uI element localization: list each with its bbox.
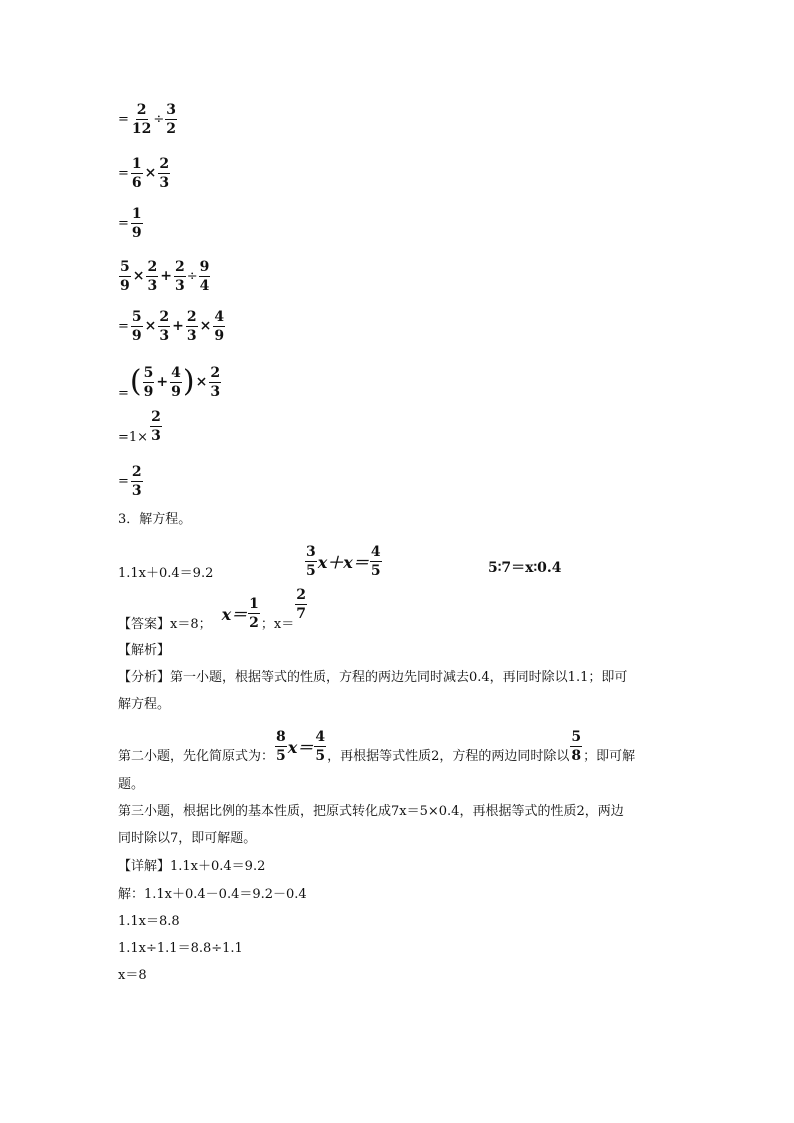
numerator: 5 (571, 728, 582, 745)
operator: + (172, 318, 184, 334)
fraction (131, 207, 143, 240)
denominator: 5 (306, 562, 316, 579)
analysis-line-1: 【分析】第一小题，根据等式的性质，方程的两边先同时减去0.4，再同时除以1.1；即可 (118, 670, 628, 685)
numerator: 1 (131, 155, 142, 172)
equation-2 (304, 536, 383, 586)
denominator: 8 (571, 747, 582, 764)
numerator: 5 (143, 364, 154, 381)
fraction (209, 366, 221, 399)
fraction (314, 730, 326, 763)
numerator: 4 (315, 728, 326, 745)
fraction (275, 730, 287, 763)
numerator: 2 (159, 308, 170, 325)
fraction (146, 260, 158, 293)
fraction (131, 103, 152, 136)
second-suffix: ；即可解 (583, 749, 636, 764)
fraction (199, 260, 211, 293)
denominator: 3 (131, 482, 142, 499)
numerator: 4 (214, 308, 225, 325)
second-mid: x＝ (287, 737, 314, 757)
fraction (150, 410, 162, 443)
numerator: 2 (136, 101, 147, 118)
calc-step-6 (118, 355, 222, 409)
calc-step-8 (118, 458, 144, 504)
answer-line (118, 588, 308, 638)
denominator: 9 (143, 383, 154, 400)
fraction (158, 310, 170, 343)
denominator: 12 (131, 120, 152, 137)
detail-line-3: 1.1x÷1.1＝8.8÷1.1 (118, 941, 243, 956)
numerator: 1 (249, 595, 259, 612)
operator: × (199, 318, 212, 334)
analysis-label: 【解析】 (118, 643, 171, 658)
fraction (248, 597, 260, 630)
equation-1: 1.1x＋0.4＝9.2 (118, 566, 214, 581)
calc-step-7 (118, 410, 163, 450)
fraction (165, 103, 177, 136)
fraction (370, 545, 382, 578)
fraction (158, 157, 170, 190)
numerator: 2 (210, 364, 221, 381)
denominator: 5 (276, 747, 286, 764)
analysis-line-2: 解方程。 (118, 697, 171, 712)
operator: + (160, 268, 172, 284)
numerator: 2 (151, 409, 161, 425)
operator: × (195, 374, 208, 390)
fraction (119, 260, 131, 293)
operator: ÷ (153, 111, 165, 127)
fraction (213, 310, 225, 343)
denominator: 9 (131, 327, 142, 344)
denominator: 3 (210, 383, 221, 400)
right-paren: ) (182, 364, 195, 399)
numerator: 3 (166, 101, 177, 118)
operator: × (144, 165, 157, 181)
equals-sign: = (118, 473, 129, 489)
denominator: 3 (151, 428, 161, 444)
numerator: 3 (306, 543, 316, 560)
analysis-second (118, 718, 635, 774)
operator: × (144, 318, 157, 334)
equals-sign: = (118, 215, 129, 231)
question-title: 3．解方程。 (118, 512, 192, 527)
calc-step-2 (118, 150, 171, 196)
denominator: 3 (186, 327, 197, 344)
denominator: 2 (249, 614, 259, 631)
denominator: 3 (147, 277, 158, 294)
left-paren: ( (129, 364, 142, 399)
numerator: 8 (276, 728, 286, 745)
equation-3: 5∶7＝x∶0.4 (488, 560, 562, 576)
numerator: 4 (171, 364, 181, 381)
equation-mid: x＋x＝ (317, 552, 369, 572)
calc-step-4 (118, 253, 211, 299)
fraction (174, 260, 186, 293)
equals-sign: = (118, 386, 129, 401)
equals-sign: = (118, 165, 129, 181)
numerator: 2 (147, 258, 158, 275)
analysis-third-line-2: 同时除以7，即可解题。 (118, 831, 257, 846)
numerator: 5 (131, 308, 142, 325)
equals-sign: = (118, 318, 129, 334)
answer-label: 【答案】x＝8； (118, 617, 212, 632)
numerator: 9 (199, 258, 210, 275)
fraction (131, 157, 143, 190)
denominator: 9 (171, 383, 181, 400)
numerator: 4 (370, 543, 381, 560)
denominator: 6 (131, 174, 142, 191)
fraction (570, 730, 582, 763)
denominator: 3 (174, 277, 185, 294)
denominator: 5 (370, 562, 381, 579)
fraction (131, 310, 143, 343)
denominator: 9 (131, 224, 142, 241)
operator: ÷ (186, 268, 198, 284)
detail-line-1: 解：1.1x＋0.4－0.4＝9.2－0.4 (118, 887, 307, 902)
denominator: 7 (296, 606, 306, 622)
calc-step-3 (118, 200, 144, 246)
answer-separator: ；x＝ (260, 617, 295, 632)
calc-step-1 (118, 96, 178, 142)
denominator: 4 (199, 277, 210, 294)
denominator: 3 (159, 327, 170, 344)
numerator: 2 (174, 258, 185, 275)
analysis-third-line-1: 第三小题，根据比例的基本性质，把原式转化成7x＝5×0.4，再根据等式的性质2，两边 (118, 804, 624, 819)
operator: × (132, 268, 145, 284)
numerator: 2 (296, 587, 306, 603)
numerator: 5 (120, 258, 130, 275)
denominator: 2 (166, 120, 177, 137)
second-middle: ，再根据等式性质2，方程的两边同时除以 (327, 749, 570, 764)
detail-label: 【详解】1.1x＋0.4＝9.2 (118, 859, 266, 874)
denominator: 9 (120, 277, 130, 294)
numerator: 2 (159, 155, 170, 172)
numerator: 2 (131, 463, 142, 480)
numerator: 2 (186, 308, 197, 325)
answer-x-prefix: x＝ (221, 604, 248, 624)
fraction (186, 310, 198, 343)
fraction (143, 366, 155, 399)
fraction (305, 545, 317, 578)
second-prefix: 第二小题，先化简原式为： (118, 749, 275, 764)
denominator: 5 (315, 747, 326, 764)
fraction (170, 366, 182, 399)
operator: + (156, 374, 169, 390)
analysis-second-line-2: 题。 (118, 777, 145, 792)
fraction (295, 588, 307, 621)
denominator: 3 (159, 174, 170, 191)
detail-line-4: x＝8 (118, 968, 147, 983)
numerator: 1 (131, 205, 142, 222)
detail-line-2: 1.1x＝8.8 (118, 914, 180, 929)
fraction (131, 465, 143, 498)
equals-sign: =1× (118, 430, 149, 445)
calc-step-5 (118, 303, 226, 349)
denominator: 9 (214, 327, 225, 344)
equals-sign: = (118, 111, 129, 127)
